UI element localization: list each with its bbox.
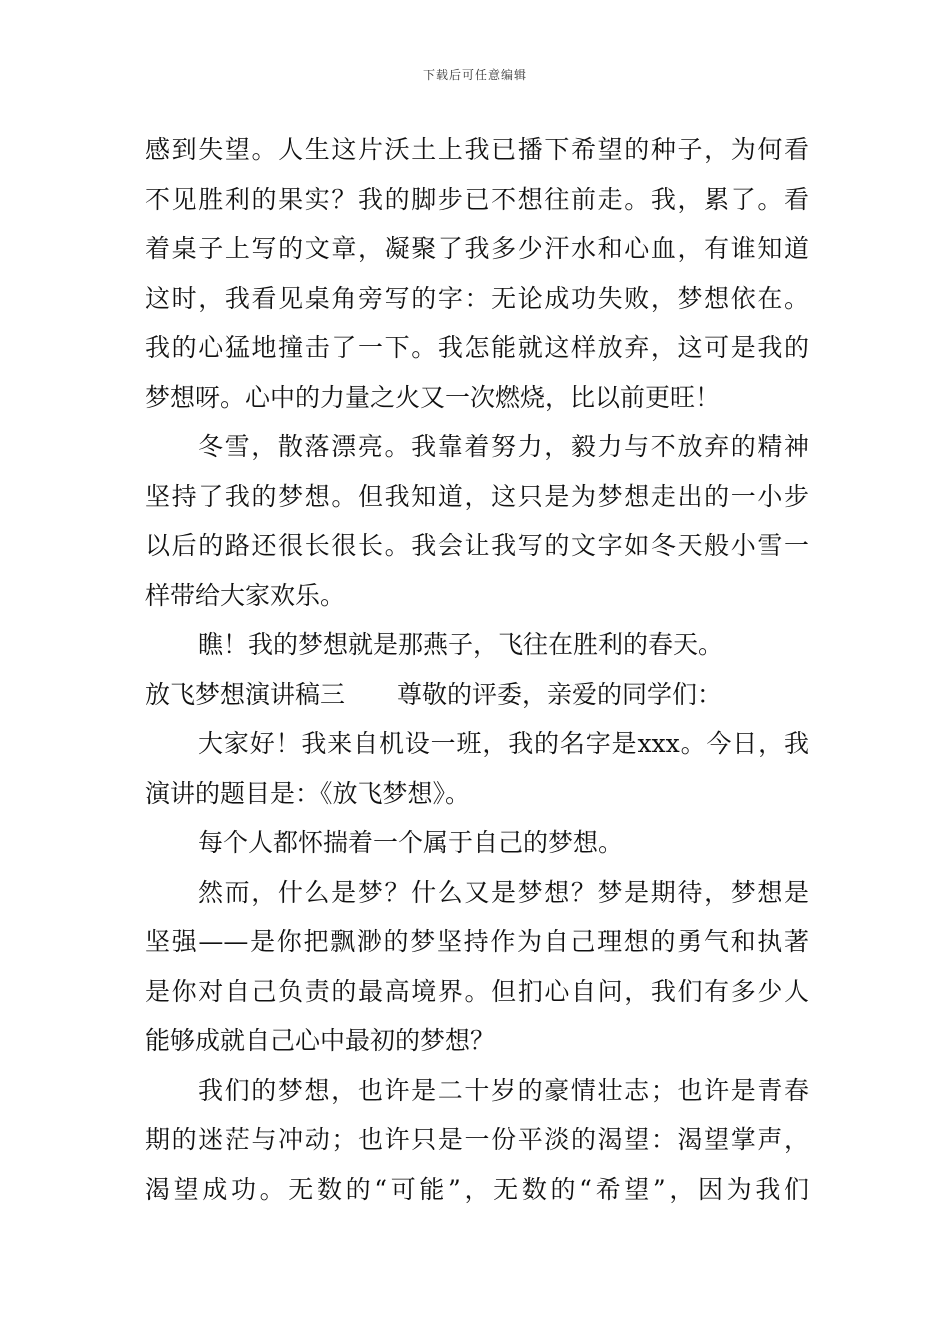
header-note: 下载后可任意编辑: [422, 68, 527, 82]
paragraph-start-line: 瞧！我的梦想就是那燕子，飞往在胜利的春天。: [198, 630, 724, 659]
paragraph-start-line: 然而，什么是梦？什么又是梦想？梦是期待，梦想是: [198, 877, 809, 907]
text-line: 是你对自己负责的最高境界。但扪心自问，我们有多少人: [145, 976, 809, 1006]
text-line: 这时，我看见桌角旁写的字：无论成功失败，梦想依在。: [145, 283, 809, 313]
text-line: 演讲的题目是：《放飞梦想》。: [145, 778, 471, 808]
text-line: 渴望成功。无数的“可能”，无数的“希望”，因为我们: [145, 1174, 809, 1204]
paragraph-start-line: 每个人都怀揣着一个属于自己的梦想。: [198, 828, 624, 857]
paragraph-start-line: 冬雪，散落漂亮。我靠着努力，毅力与不放弃的精神: [198, 432, 809, 461]
text-line: 坚强——是你把飘渺的梦坚持作为自己理想的勇气和执著: [145, 927, 809, 956]
text-line: 我的心猛地撞击了一下。我怎能就这样放弃，这可是我的: [145, 333, 809, 362]
text-line: 期的迷茫与冲动；也许只是一份平淡的渴望：渴望掌声，: [145, 1125, 809, 1154]
section-title: 放飞梦想演讲稿三: [145, 679, 346, 709]
text-line: 梦想呀。心中的力量之火又一次燃烧，比以前更旺！: [145, 382, 721, 412]
section-title-line: [145, 670, 809, 720]
text-line: 着桌子上写的文章，凝聚了我多少汗水和心血，有谁知道: [145, 234, 809, 263]
text-line: 能够成就自己心中最初的梦想？: [145, 1026, 496, 1055]
text-line: 感到失望。人生这片沃土上我已播下希望的种子，为何看: [145, 135, 809, 164]
text-line: 以后的路还很长很长。我会让我写的文字如冬天般小雪一: [145, 531, 809, 560]
paragraph-start-line: 我们的梦想，也许是二十岁的豪情壮志；也许是青春: [198, 1075, 809, 1105]
text-line: 坚持了我的梦想。但我知道，这只是为梦想走出的一小步: [145, 481, 809, 511]
greeting: 尊敬的评委，亲爱的同学们：: [397, 679, 723, 709]
text-line: 不见胜利的果实？我的脚步已不想往前走。我，累了。看: [145, 184, 809, 214]
document-body: [145, 125, 809, 1214]
text-line: 样带给大家欢乐。: [145, 580, 346, 610]
paragraph-start-line: 大家好！我来自机设一班，我的名字是xxx。今日，我: [198, 729, 809, 758]
